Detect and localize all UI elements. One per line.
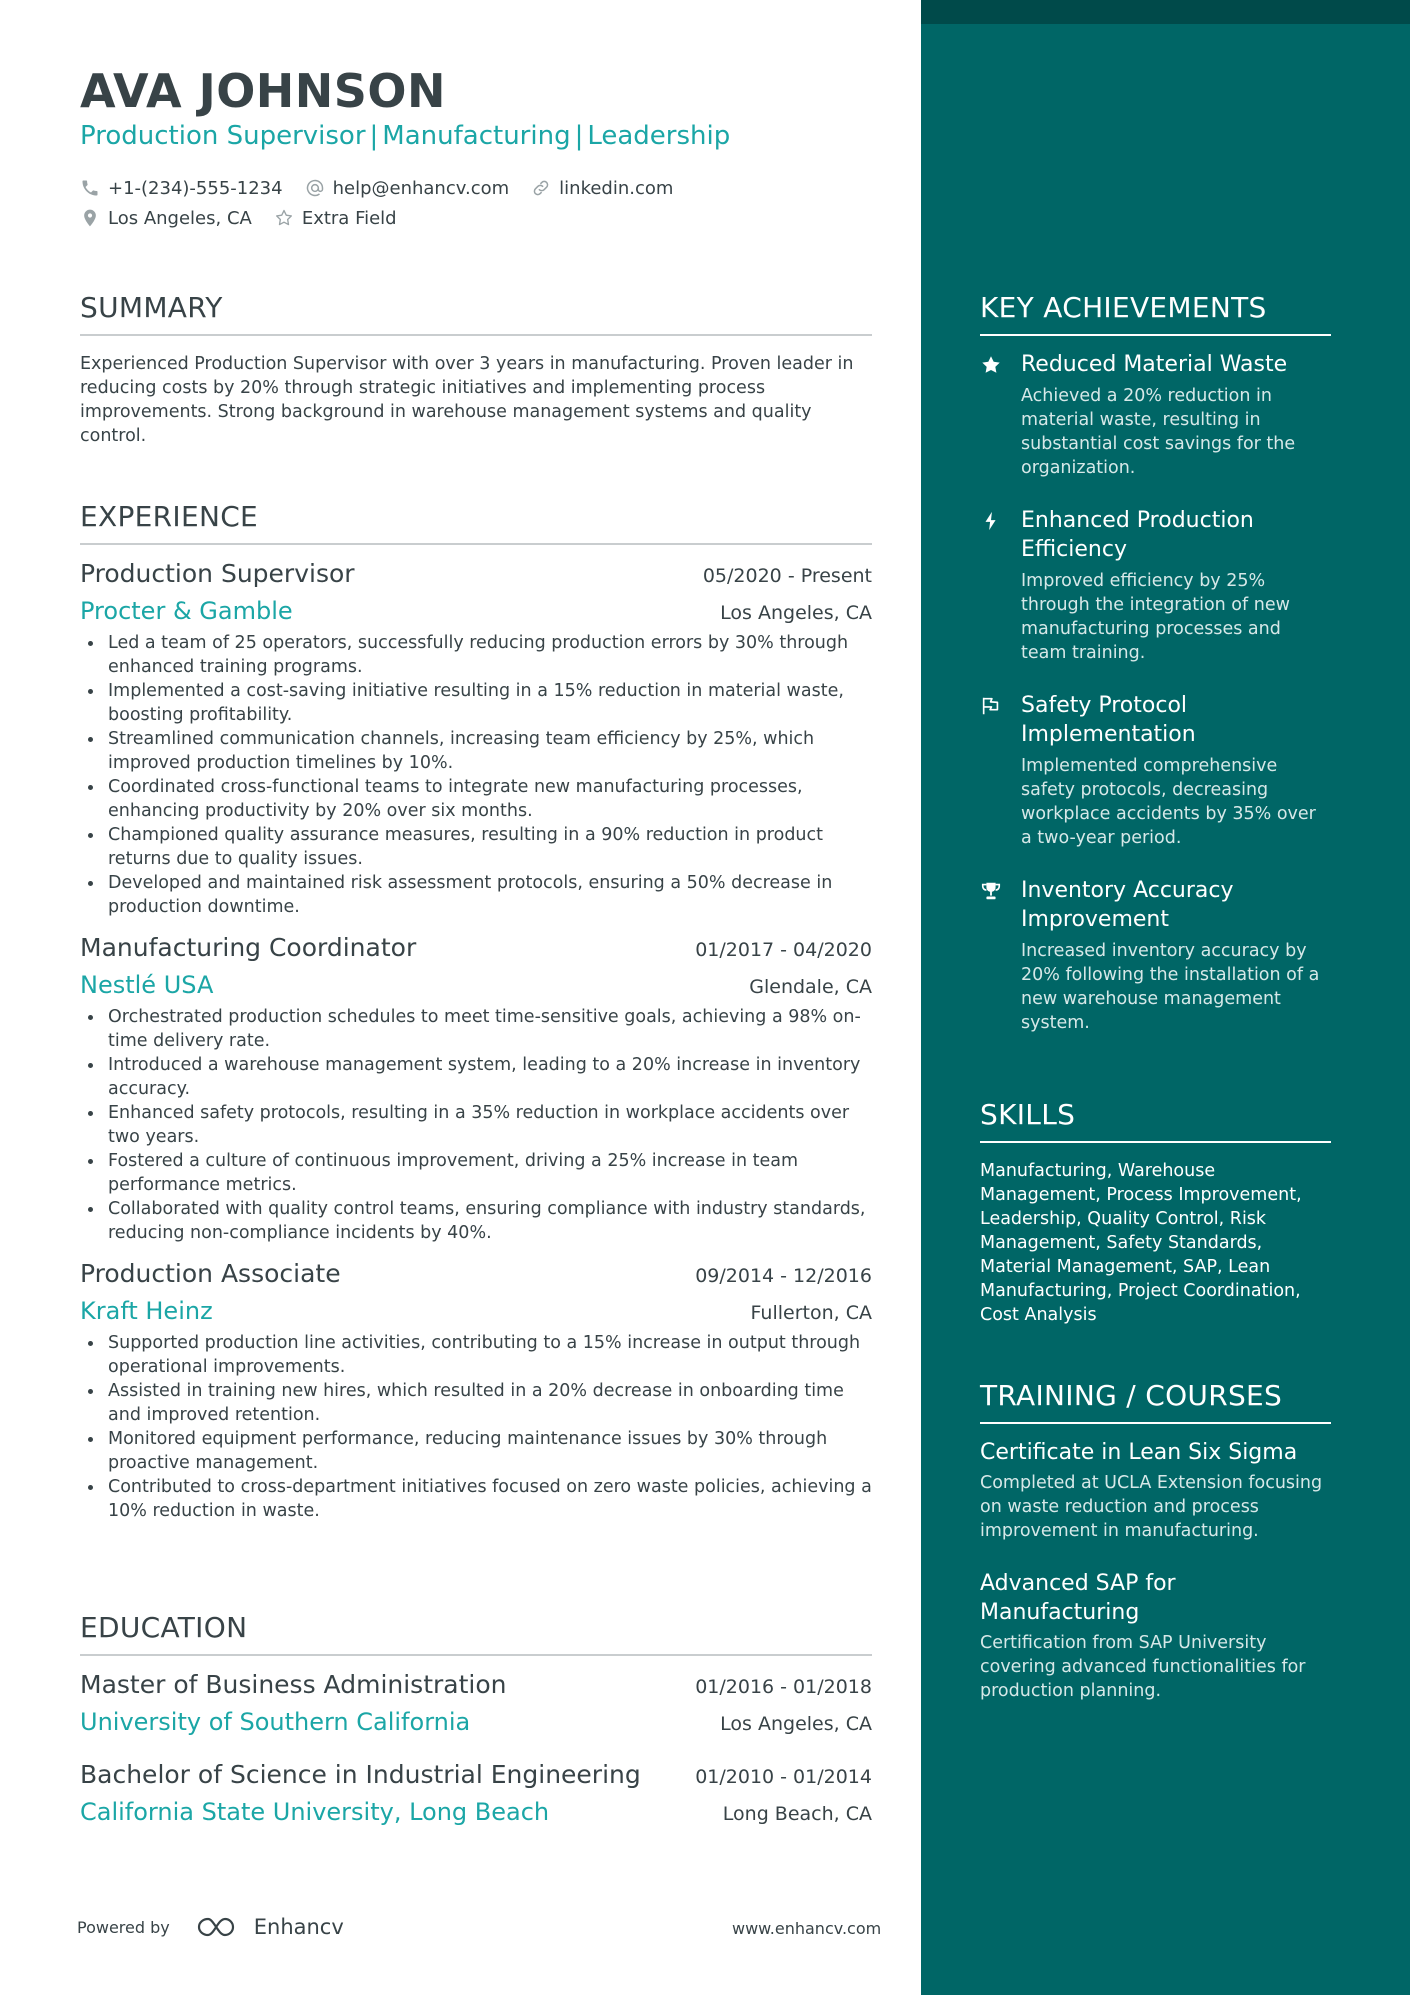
section-divider: [980, 1422, 1331, 1424]
summary-section: [80, 291, 872, 448]
job-company: Nestlé USA: [80, 971, 214, 999]
job-entry: [80, 1259, 872, 1523]
section-title: SUMMARY: [80, 291, 223, 324]
summary-text: Experienced Production Supervisor with over 3 years in manufacturing. Proven leader in reducing costs by 20% through strategic initiatives and implementing process improvements. Strong background in warehouse management systems and quality control.: [80, 354, 854, 446]
section-divider: [80, 1654, 872, 1656]
footer-branding: [77, 1915, 344, 1939]
job-bullet: Streamlined communication channels, increasing team efficiency by 25%, which improved production timelines by 10%.: [80, 727, 872, 775]
job-bullet: Developed and maintained risk assessment protocols, ensuring a 50% decrease in production downtime.: [80, 871, 872, 919]
trophy-icon: [980, 880, 1002, 902]
course-item: [980, 1438, 1331, 1543]
star-icon: [980, 354, 1002, 376]
job-bullet: Championed quality assurance measures, resulting in a 90% reduction in product returns due to quality issues.: [80, 823, 872, 871]
contact-link[interactable]: [531, 178, 673, 199]
job-entry: [80, 933, 872, 1245]
at-icon: [305, 178, 325, 198]
school: University of Southern California: [80, 1708, 471, 1736]
website-text: linkedin.com: [559, 177, 674, 199]
achievement-desc: Increased inventory accuracy by 20% following the installation of a new warehouse management system.: [1021, 941, 1320, 1033]
phone-text: +1-(234)-555-1234: [108, 177, 283, 199]
education-dates: 01/2010 - 01/2014: [695, 1766, 872, 1788]
contact-phone[interactable]: [80, 178, 283, 199]
contact-extra: [274, 208, 397, 229]
email-text: help@enhancv.com: [332, 177, 510, 199]
school: California State University, Long Beach: [80, 1798, 550, 1826]
flag-icon: [980, 695, 1002, 717]
course-desc: Certification from SAP University covering advanced functionalities for production planning.: [980, 1633, 1306, 1701]
achievement-item: [980, 876, 1331, 1035]
contact-info: [80, 173, 872, 233]
job-location: Fullerton, CA: [750, 1302, 872, 1324]
section-title: TRAINING / COURSES: [980, 1379, 1283, 1412]
tagline: [80, 121, 730, 151]
job-location: Los Angeles, CA: [720, 602, 872, 624]
achievement-title: Inventory Accuracy Improvement: [1021, 878, 1234, 932]
job-bullets: [80, 1331, 872, 1523]
job-bullet: Implemented a cost-saving initiative resulting in a 15% reduction in material waste, boosting profitability.: [80, 679, 872, 727]
extra-field-text: Extra Field: [301, 207, 397, 229]
star-outline-icon: [274, 208, 294, 228]
enhancv-logo-icon: [196, 1915, 242, 1939]
achievement-title: Safety Protocol Implementation: [1021, 693, 1196, 747]
brand-text: Enhancv: [253, 1915, 344, 1939]
location-text: Los Angeles, CA: [108, 207, 252, 229]
job-dates: 05/2020 - Present: [702, 565, 872, 587]
degree: Bachelor of Science in Industrial Engineering: [80, 1760, 641, 1789]
lightning-icon: [980, 510, 1002, 532]
job-bullet: Contributed to cross-department initiatives focused on zero waste policies, achieving a 10% reduction in waste.: [80, 1475, 872, 1523]
job-title: Production Associate: [80, 1259, 341, 1288]
job-bullet: Collaborated with quality control teams, ensuring compliance with industry standards, reducing non-compliance incidents by 40%.: [80, 1197, 872, 1245]
section-divider: [980, 1141, 1331, 1143]
job-dates: 09/2014 - 12/2016: [695, 1265, 872, 1287]
skills-section: [980, 1098, 1331, 1327]
candidate-name: AVA JOHNSON: [80, 64, 447, 118]
job-bullet: Coordinated cross-functional teams to integrate new manufacturing processes, enhancing productivity by 20% over six months.: [80, 775, 872, 823]
course-title: Certificate in Lean Six Sigma: [980, 1440, 1298, 1465]
tagline-industry: Manufacturing: [382, 121, 571, 151]
training-section: [980, 1379, 1331, 1703]
job-bullets: [80, 1005, 872, 1245]
phone-icon: [80, 178, 100, 198]
achievement-desc: Improved efficiency by 25% through the integration of new manufacturing processes and team training.: [1021, 571, 1290, 663]
section-divider: [980, 334, 1331, 336]
job-title: Production Supervisor: [80, 559, 355, 588]
tagline-separator: |: [574, 121, 584, 151]
section-divider: [80, 543, 872, 545]
job-bullet: Introduced a warehouse management system, leading to a 20% increase in inventory accuracy.: [80, 1053, 872, 1101]
education-entry: [80, 1670, 872, 1740]
job-bullet: Supported production line activities, contributing to a 15% increase in output through operational improvements.: [80, 1331, 872, 1379]
sidebar: [921, 0, 1410, 1995]
contact-location: [80, 208, 252, 229]
education-entry: [80, 1760, 872, 1830]
education-dates: 01/2016 - 01/2018: [695, 1676, 872, 1698]
tagline-skill: Leadership: [587, 121, 731, 151]
enhancv-logo[interactable]: [196, 1915, 344, 1939]
achievement-title: Enhanced Production Efficiency: [1021, 508, 1254, 562]
course-desc: Completed at UCLA Extension focusing on waste reduction and process improvement in manufacturing.: [980, 1473, 1323, 1541]
powered-by-text: Powered by: [77, 1917, 170, 1937]
tagline-role: Production Supervisor: [80, 121, 366, 151]
location-pin-icon: [80, 208, 100, 228]
experience-section: [80, 500, 872, 1523]
job-company: Procter & Gamble: [80, 597, 293, 625]
job-location: Glendale, CA: [749, 976, 872, 998]
sidebar-top-band: [921, 0, 1410, 24]
tagline-separator: |: [369, 121, 379, 151]
achievement-desc: Implemented comprehensive safety protocols, decreasing workplace accidents by 35% over a two-year period.: [1021, 756, 1316, 848]
job-bullets: [80, 631, 872, 919]
link-icon: [531, 178, 551, 198]
section-title: EXPERIENCE: [80, 500, 259, 533]
job-bullet: Enhanced safety protocols, resulting in a 35% reduction in workplace accidents over two years.: [80, 1101, 872, 1149]
section-title: KEY ACHIEVEMENTS: [980, 291, 1267, 324]
job-bullet: Orchestrated production schedules to meet time-sensitive goals, achieving a 98% on-time delivery rate.: [80, 1005, 872, 1053]
achievement-title: Reduced Material Waste: [1021, 352, 1288, 377]
degree: Master of Business Administration: [80, 1670, 507, 1699]
achievement-item: [980, 350, 1331, 480]
achievement-item: [980, 506, 1331, 665]
education-section: [80, 1611, 872, 1830]
contact-email[interactable]: [305, 178, 510, 199]
course-item: [980, 1569, 1331, 1703]
job-title: Manufacturing Coordinator: [80, 933, 417, 962]
job-bullet: Monitored equipment performance, reducing maintenance issues by 30% through proactive management.: [80, 1427, 872, 1475]
school-location: Long Beach, CA: [722, 1803, 872, 1825]
section-title: SKILLS: [980, 1098, 1076, 1131]
job-bullet: Assisted in training new hires, which resulted in a 20% decrease in onboarding time and improved retention.: [80, 1379, 872, 1427]
footer-url[interactable]: www.enhancv.com: [732, 1919, 882, 1938]
job-dates: 01/2017 - 04/2020: [695, 939, 872, 961]
job-company: Kraft Heinz: [80, 1297, 213, 1325]
achievements-section: [980, 291, 1331, 1035]
job-entry: [80, 559, 872, 919]
course-title: Advanced SAP for Manufacturing: [980, 1571, 1176, 1625]
school-location: Los Angeles, CA: [720, 1713, 872, 1735]
achievement-item: [980, 691, 1331, 850]
job-bullet: Led a team of 25 operators, successfully reducing production errors by 30% through enhanced training programs.: [80, 631, 872, 679]
skills-list: Manufacturing, Warehouse Management, Process Improvement, Leadership, Quality Control, Risk Management, Safety Standards, Material Management, SAP, Lean Manufacturing, Project Coordination, Cost Analysis: [980, 1161, 1302, 1325]
section-title: EDUCATION: [80, 1611, 248, 1644]
section-divider: [80, 334, 872, 336]
job-bullet: Fostered a culture of continuous improvement, driving a 25% increase in team performance metrics.: [80, 1149, 872, 1197]
achievement-desc: Achieved a 20% reduction in material waste, resulting in substantial cost savings for the organization.: [1021, 386, 1296, 478]
